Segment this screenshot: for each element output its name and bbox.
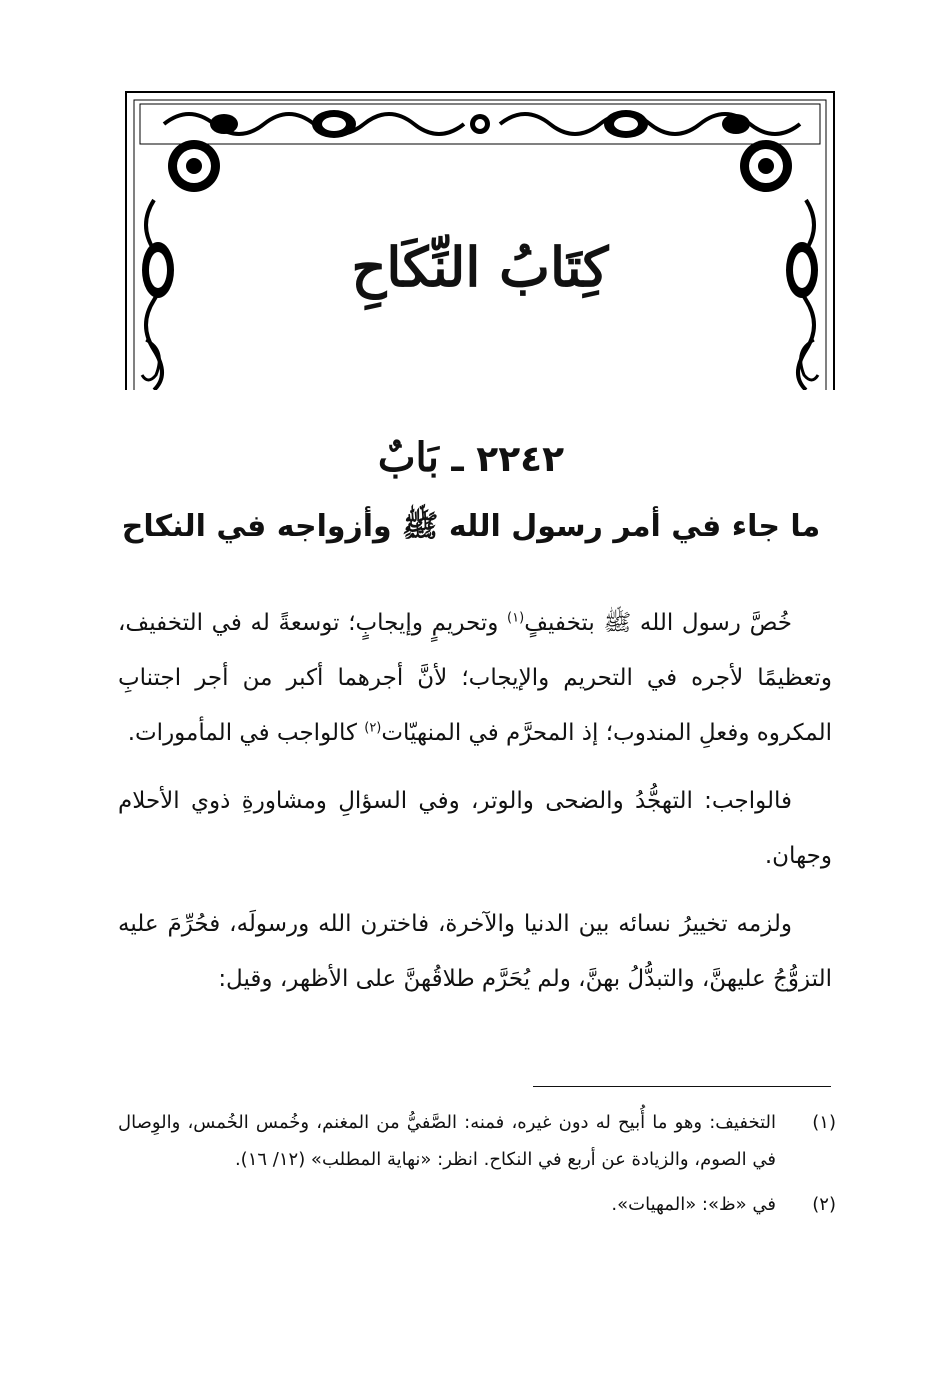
chapter-heading: ما جاء في أمر رسول الله ﷺ وأزواجه في النكاح — [121, 509, 821, 544]
footnote — [118, 1104, 836, 1178]
paragraph-text: خُصَّ رسول الله ﷺ بتخفيفٍ — [524, 610, 792, 636]
footnote-divider — [533, 1086, 831, 1087]
paragraph-text: كالواجب في المأمورات. — [127, 720, 365, 746]
paragraph-text: وتحريمٍ وإيجابٍ؛ توسعةً له في التخفيف، وتعظيمًا لأجره في التحريم والإيجاب؛ لأنَّ أجرهما أكبر من أجر اجتنابِ المكروه وفعلِ المندوب؛ إذ المحرَّم في المنهيّات — [118, 610, 832, 746]
footnote-text: في «ظ»: «المهيات». — [611, 1194, 776, 1215]
chapter-number — [0, 434, 942, 481]
chapter-number-prefix: ٢٢٤٢ ـ — [451, 439, 565, 480]
footnote-number: (٢) — [812, 1194, 836, 1215]
footnotes — [118, 1104, 836, 1231]
paragraph — [118, 596, 832, 761]
footnote-ref[interactable]: (٢) — [364, 720, 382, 736]
book-title: كِتَابُ النِّكَاحِ — [351, 235, 609, 299]
footnote-text: التخفيف: وهو ما أُبيح له دون غيره، فمنه: الصَّفيُّ من المغنم، وخُمس الخُمس، والوِصال في الصوم، والزيادة عن أربع في النكاح. انظر: «نهاية المطلب» (١٢/ ١٦). — [118, 1112, 776, 1170]
footnote — [118, 1186, 836, 1223]
paragraph: فالواجب: التهجُّدُ والضحى والوتر، وفي السؤالِ ومشاورةِ ذوي الأحلام وجهان. — [118, 788, 832, 869]
chapter-bab-word: بَابٌ — [377, 434, 439, 481]
body-text — [118, 596, 832, 1020]
paragraph: ولزمه تخييرُ نسائه بين الدنيا والآخرة، فاخترن الله ورسولَه، فحُرِّمَ عليه التزوُّجُ عليهنَّ، والتبدُّلُ بهنَّ، ولم يُحَرَّم طلاقُهنَّ على الأظهر، وقيل: — [118, 911, 832, 992]
footnote-ref[interactable]: (١) — [507, 610, 525, 626]
footnote-number: (١) — [812, 1112, 836, 1133]
